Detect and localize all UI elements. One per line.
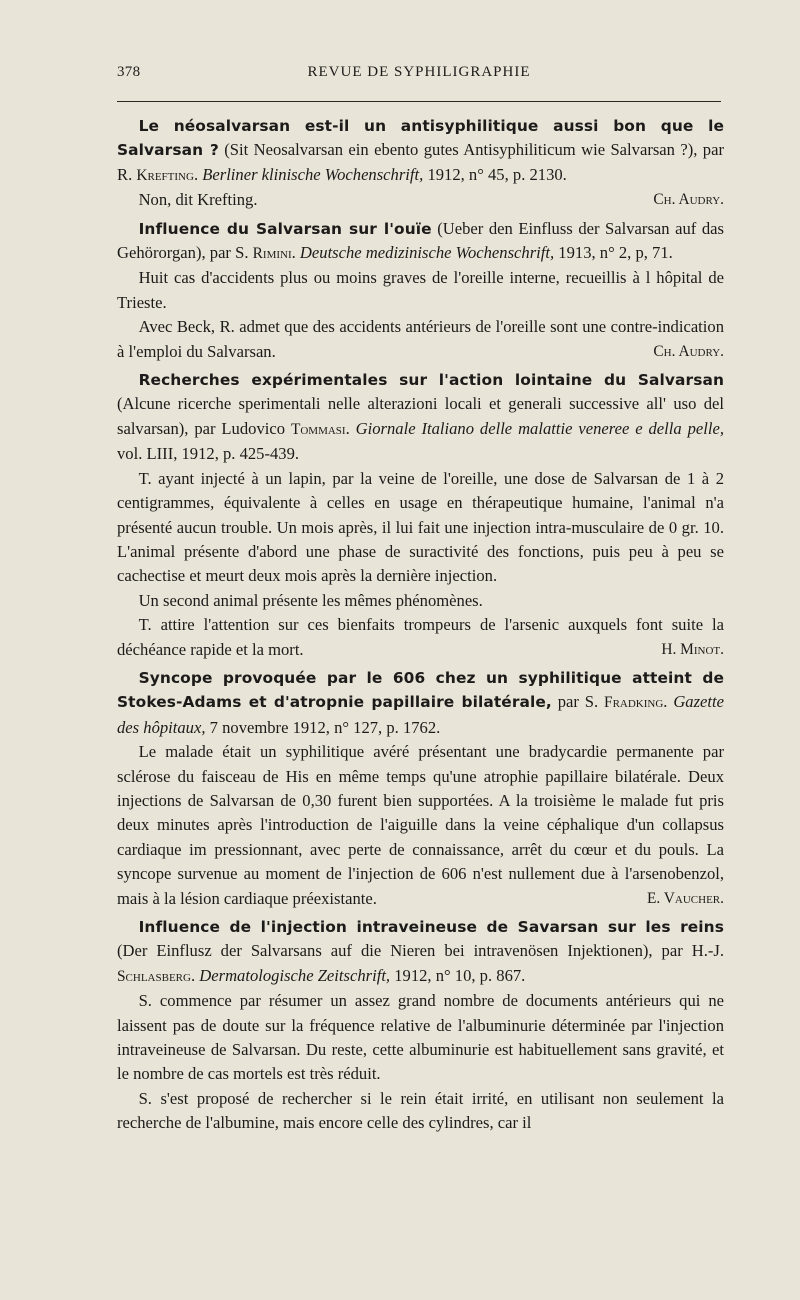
article-paragraph: T. attire l'attention sur ces bienfaits trompeurs de l'arsenic auxquels font suite la déchéance rapide et la mort. H. Minot. xyxy=(117,613,724,662)
article-paragraph: S. s'est proposé de rechercher si le rein était irrité, en utilisant non seulement la recherche de l'albumine, mais encore celle des cylindres, car il xyxy=(117,1088,724,1133)
article-reference: (Der Einflusz der Salvarsans auf die Nieren bei intravenösen Injektionen), par H.-J. xyxy=(117,941,724,961)
article-paragraph: S. commence par résumer un assez grand nombre de documents antérieurs qui ne laissent pas de doute sur la fréquence relative de l'albuminurie déterminée par l'injection intraveineuse de Salvarsan. Du reste, cette albuminurie est habituellement sans gravité, et le nombre de cas mortels est très réduit. xyxy=(117,991,724,1084)
article-heading: Influence du Salvarsan sur l'ouïe (Ueber den Einfluss der Salvarsan auf das Gehörorgan), par S. Rimini. Deutsche medizinische Wochenschrift, 1913, n° 2, p, 71. xyxy=(117,218,724,263)
page-number: 378 xyxy=(117,64,141,80)
journal-name: Gazette des hôpitaux, xyxy=(117,692,725,737)
article-title: Syncope provoquée par le 606 chez un syphilitique atteint de Stokes-Adams et d'atropnie papillaire bilatérale, xyxy=(117,668,724,712)
reviewer-signature: Ch. Audry. xyxy=(653,191,724,209)
article-paragraph: Non, dit Krefting. Ch. Audry. xyxy=(117,188,724,212)
article-author: Krefting xyxy=(136,166,194,184)
journal-name: Giornale Italiano delle malattie veneree e della pelle, xyxy=(355,418,724,438)
article-body xyxy=(117,114,724,1136)
journal-name: Berliner klinische Wochenschrift, xyxy=(202,164,424,184)
reference-details: 1913, n° 2, p, 71. xyxy=(554,243,673,263)
article-heading: Syncope provoquée par le 606 chez un syphilitique atteint de Stokes-Adams et d'atropnie papillaire bilatérale, par S. Fradking. Gazette des hôpitaux, 7 novembre 1912, n° 127, p. 1762. xyxy=(117,668,725,737)
reference-details: 1912, n° 45, p. 2130. xyxy=(423,164,567,184)
article-paragraph: Huit cas d'accidents plus ou moins graves de l'oreille interne, recueillis à l hôpital de Trieste. xyxy=(117,268,724,312)
article-paragraph: Un second animal présente les mêmes phénomènes. xyxy=(138,590,483,610)
journal-name: Dermatologische Zeitschrift, xyxy=(199,965,391,985)
article-author: Fradking xyxy=(604,694,664,712)
article-author: Schlasberg xyxy=(117,967,191,985)
running-title: REVUE DE SYPHILIGRAPHIE xyxy=(307,64,531,80)
article-paragraph: Le malade était un syphilitique avéré présentant une bradycardie permanente par sclérose du faisceau de His en même temps qu'une atrophie papillaire bilatérale. Deux injections de Salvarsan de 0,30 furent bien supportées. A la troisième le malade fut pris deux minutes après l'introduction de l'aiguille dans la veine céphalique d'un collapsus cardiaque im pressionnant, avec perte de connaissance, arrêt du cœur et du pouls. La syncope survenue au moment de l'injection de 606 n'est nullement due à l'arsenobenzol, mais à la lésion cardiaque préexistante. E. Vaucher. xyxy=(117,740,724,911)
article-paragraph: Avec Beck, R. admet que des accidents antérieurs de l'oreille sont une contre-indication à l'emploi du Salvarsan. Ch. Audry. xyxy=(117,315,724,364)
article-heading: Recherches expérimentales sur l'action lointaine du Salvarsan (Alcune ricerche sperimentali nelle alterazioni locali et generali successive all' uso del salvarsan), par Ludovico Tommasi. Giornale Italiano delle malattie veneree e della pelle, vol. LIII, 1912, p. 425-439. xyxy=(117,371,724,464)
reviewer-signature: Ch. Audry. xyxy=(653,342,724,360)
article-reference: (Alcune ricerche sperimentali nelle alterazioni locali et generali successive all' uso del salvarsan), par Ludovico xyxy=(117,394,724,438)
article-author: Rimini xyxy=(252,245,292,263)
page-header xyxy=(117,62,721,84)
reference-details: 1912, n° 10, p. 867. xyxy=(390,965,526,985)
article-reference: (Sit Neosalvarsan ein ebento gutes Antisyphiliticum wie Salvarsan ?), par R. xyxy=(117,140,724,184)
article-title: Influence de l'injection intraveineuse de Savarsan sur les reins xyxy=(138,918,724,936)
article-author: Tommasi xyxy=(290,420,346,438)
reviewer-signature: H. Minot. xyxy=(661,640,724,658)
article-reference: par S. xyxy=(551,692,605,712)
journal-name: Deutsche medizinische Wochenschrift, xyxy=(299,243,555,263)
article-title: Recherches expérimentales sur l'action lointaine du Salvarsan xyxy=(138,371,724,390)
article-heading: Influence de l'injection intraveineuse de Savarsan sur les reins (Der Einflusz der Salvarsans auf die Nieren bei intravenösen Injektionen), par H.-J. Schlasberg. Dermatologische Zeitschrift, 1912, n° 10, p. 867. xyxy=(117,918,724,985)
header-rule xyxy=(117,101,721,102)
article-reference: (Ueber den Einfluss der Salvarsan auf das Gehörorgan), par S. xyxy=(117,218,724,263)
reference-details: 7 novembre 1912, n° 127, p. 1762. xyxy=(205,717,441,737)
reference-details: vol. LIII, 1912, p. 425-439. xyxy=(117,444,300,464)
article-paragraph: T. ayant injecté à un lapin, par la veine de l'oreille, une dose de Salvarsan de 1 à 2 centigrammes, équivalente à celles en usage en thérapeutique humaine, l'animal n'a présenté aucun trouble. Un mois après, il lui fait une injection intra-musculaire de 0 gr. 10. L'animal présente d'abord une phase de suractivité des fonctions, puis peu à peu se cachectise et meurt deux mois après la dernière injection. xyxy=(117,468,724,586)
article-title: Influence du Salvarsan sur l'ouïe xyxy=(138,219,432,238)
article-heading: Le néosalvarsan est-il un antisyphilitique aussi bon que le Salvarsan ? (Sit Neosalvarsan ein ebento gutes Antisyphiliticum wie Salvarsan ?), par R. Krefting. Berliner klinische Wochenschrift, 1912, n° 45, p. 2130. xyxy=(117,117,724,184)
reviewer-signature: E. Vaucher. xyxy=(646,889,724,907)
article-title: Le néosalvarsan est-il un antisyphilitique aussi bon que le Salvarsan ? xyxy=(117,117,724,160)
